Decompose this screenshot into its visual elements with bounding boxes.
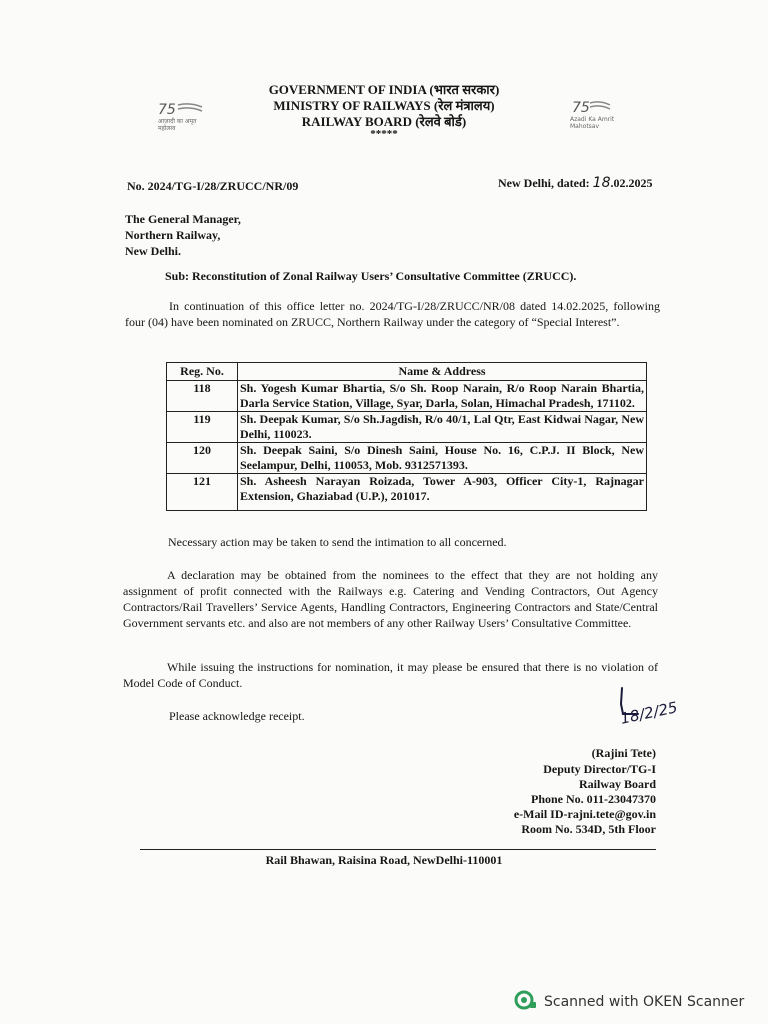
signature-date: 18/2/25 (618, 698, 680, 728)
signatory-room: Room No. 534D, 5th Floor (521, 822, 656, 836)
header-reg-no: Reg. No. (167, 363, 238, 381)
scanner-watermark (514, 990, 744, 1014)
necessary-action-text: Necessary action may be taken to send the intimation to all concerned. (168, 535, 507, 549)
table-row (167, 474, 647, 511)
signatory-email: e-Mail ID-rajni.tete@gov.in (513, 807, 656, 821)
header-name-address: Name & Address (238, 363, 647, 381)
azadi-ka-amrit-mahotsav-logo-left (158, 100, 218, 140)
date-label: New Delhi, dated: (498, 176, 590, 190)
subject: Sub: Reconstitution of Zonal Railway Users’ Consultative Committee (ZRUCC). (165, 269, 577, 283)
logo-75-icon-right (570, 98, 620, 116)
addressee-line-2: Northern Railway, (125, 228, 221, 242)
acknowledge-text: Please acknowledge receipt. (169, 709, 305, 723)
reg-no-cell: 120 (167, 443, 238, 474)
svg-text:75: 75 (158, 102, 176, 118)
table-header-row (167, 363, 647, 381)
header-stars: ***** (370, 128, 398, 140)
letter-date (498, 175, 653, 191)
nominee-table (166, 362, 647, 511)
name-address-cell: Sh. Yogesh Kumar Bhartia, S/o Sh. Roop Narain, R/o Roop Narain Bhartia, Darla Service Station, Village, Syar, Darla, Solan, Himachal Pradesh, 171102. (238, 381, 647, 412)
header-line-2: MINISTRY OF RAILWAYS (रेल मंत्रालय) (273, 98, 495, 113)
signatory-phone: Phone No. 011-23047370 (530, 792, 656, 806)
scanner-text: Scanned with OKEN Scanner (544, 994, 745, 1010)
table-row (167, 443, 647, 474)
signatory-name: (Rajini Tete) (591, 746, 656, 760)
left-logo-text: आज़ादी का अमृत महोत्सव (158, 118, 197, 132)
name-address-cell: Sh. Deepak Saini, S/o Dinesh Saini, House No. 16, C.P.J. II Block, New Seelampur, Delhi, 110053, Mob. 9312571393. (238, 443, 647, 474)
date-handwritten: 18 (592, 175, 611, 191)
azadi-ka-amrit-mahotsav-logo-right (570, 98, 630, 138)
right-logo-text: Azadi Ka Amrit Mahotsav (570, 116, 615, 130)
signatory-designation: Deputy Director/TG-I (543, 762, 656, 776)
addressee-line-3: New Delhi. (125, 244, 181, 258)
handwritten-signature (612, 684, 702, 740)
paragraph-model-code: While issuing the instructions for nomination, it may please be ensured that there is no violation of Model Code of Conduct. (123, 660, 658, 690)
name-address-cell: Sh. Deepak Kumar, S/o Sh.Jagdish, R/o 40/1, Lal Qtr, East Kidwai Nagar, New Delhi, 110023. (238, 412, 647, 443)
header-line-3: RAILWAY BOARD (रेलवे बोर्ड) (301, 114, 467, 129)
reg-no-cell: 121 (167, 474, 238, 511)
scanner-logo-icon (514, 990, 536, 1014)
header-line-1: GOVERNMENT OF INDIA (भारत सरकार) (268, 82, 500, 97)
reg-no-cell: 118 (167, 381, 238, 412)
paragraph-declaration: A declaration may be obtained from the nominees to the effect that they are not holding any assignment of profit connected with the Railways e.g. Catering and Vending Contractors, Out Agency Contractors/Rail Travellers’ Service Agents, Handling Contractors, Engineering Contractors and State/Central Government servants etc. and also are not members of any other Railway Users’ Consultative Committee. (123, 568, 658, 630)
letter-number: No. 2024/TG-I/28/ZRUCC/NR/09 (127, 179, 299, 193)
table-row (167, 412, 647, 443)
logo-75-icon (158, 100, 208, 118)
name-address-cell: Sh. Asheesh Narayan Roizada, Tower A-903, Officer City-1, Rajnagar Extension, Ghaziabad (U.P.), 201017. (238, 474, 647, 511)
table-row (167, 381, 647, 412)
date-rest: .02.2025 (610, 176, 653, 190)
svg-text:75: 75 (572, 100, 590, 116)
footer-address: Rail Bhawan, Raisina Road, NewDelhi-110001 (265, 853, 503, 867)
paragraph-continuation: In continuation of this office letter no. 2024/TG-I/28/ZRUCC/NR/08 dated 14.02.2025, following four (04) have been nominated on ZRUCC, Northern Railway under the category of “Special Interest”. (125, 299, 660, 329)
signatory-office: Railway Board (578, 777, 656, 791)
reg-no-cell: 119 (167, 412, 238, 443)
footer-divider (140, 849, 656, 850)
addressee-line-1: The General Manager, (125, 212, 241, 226)
